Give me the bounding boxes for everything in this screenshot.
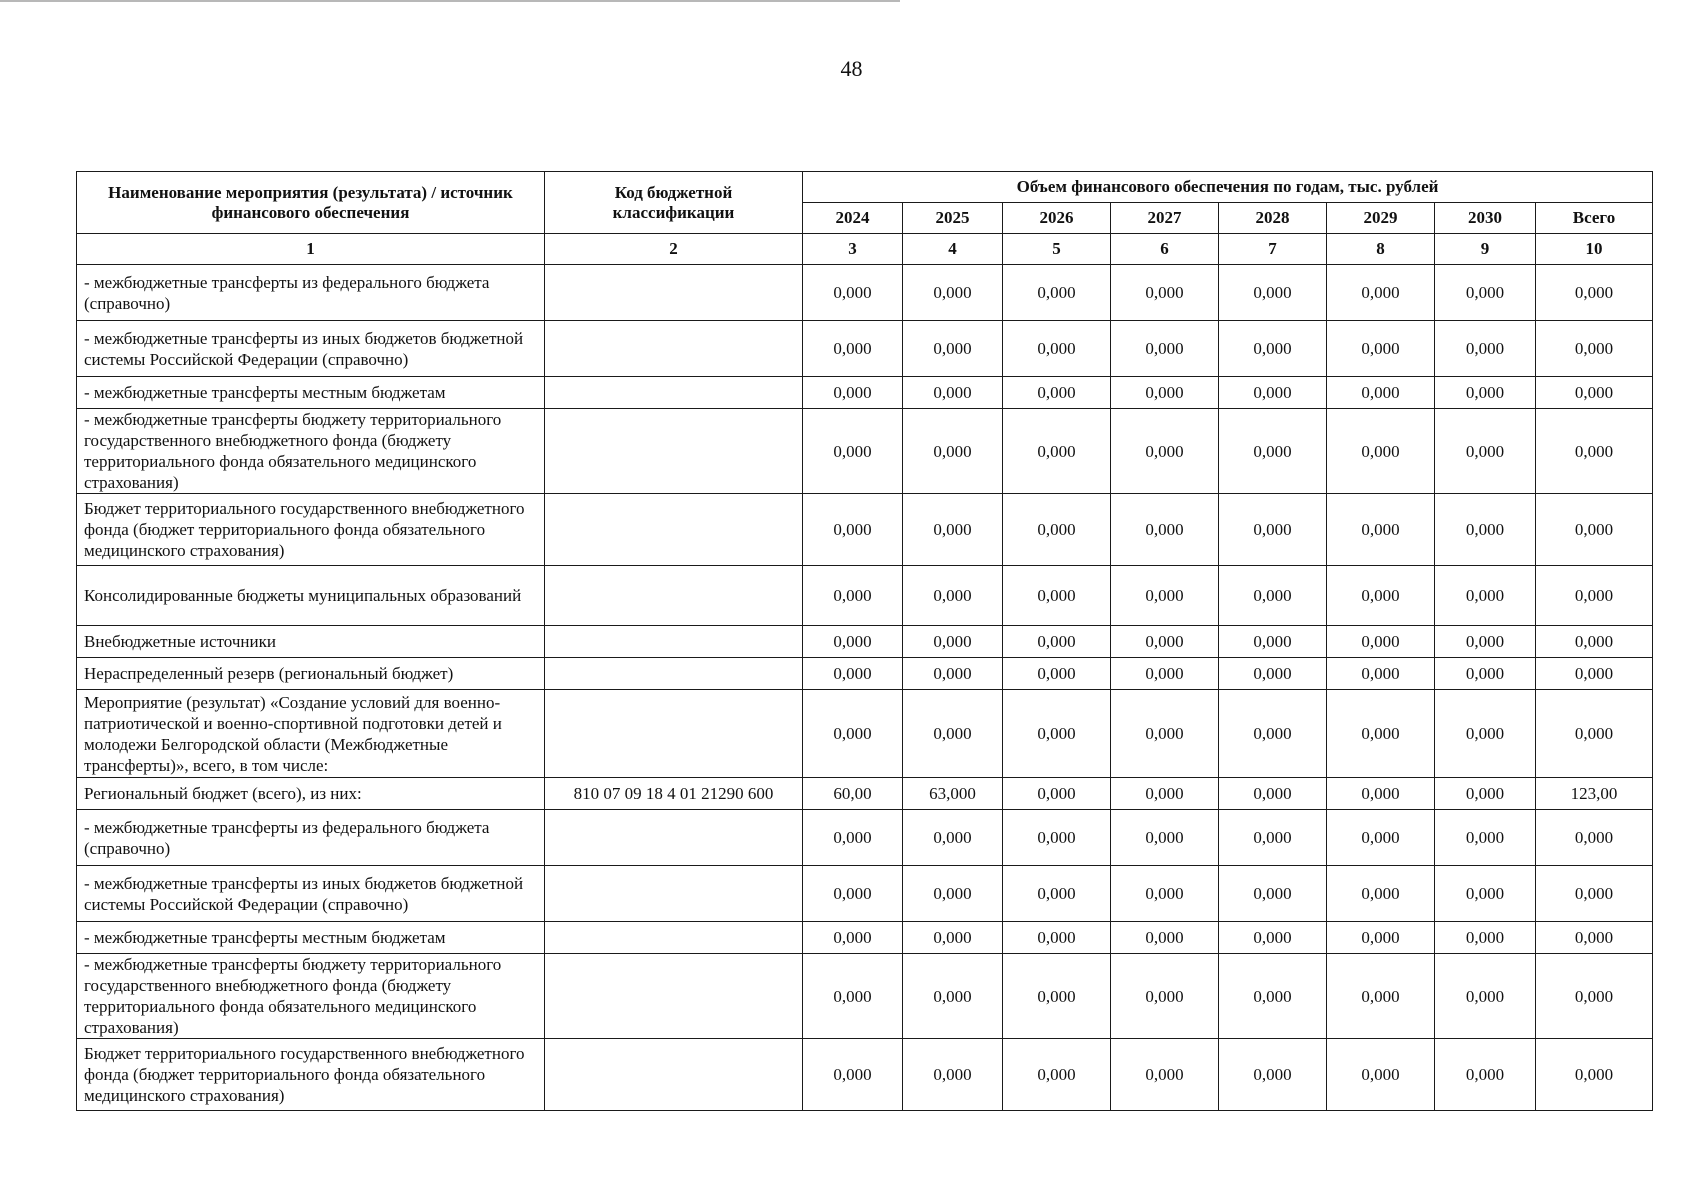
row-year-value: 0,000 xyxy=(1003,866,1111,922)
row-year-value: 0,000 xyxy=(1111,377,1219,409)
row-year-value: 0,000 xyxy=(1219,626,1327,658)
row-year-value: 0,000 xyxy=(1435,566,1536,626)
row-code xyxy=(545,377,803,409)
column-number: 5 xyxy=(1003,234,1111,265)
row-code xyxy=(545,866,803,922)
row-year-value: 0,000 xyxy=(803,265,903,321)
row-year-value: 0,000 xyxy=(903,866,1003,922)
table-header xyxy=(77,172,1653,265)
row-name: Нераспределенный резерв (региональный бюджет) xyxy=(77,658,545,690)
row-year-value: 0,000 xyxy=(1435,690,1536,778)
row-name: Внебюджетные источники xyxy=(77,626,545,658)
header-volume: Объем финансового обеспечения по годам, тыс. рублей xyxy=(803,172,1653,203)
column-number: 7 xyxy=(1219,234,1327,265)
row-year-value: 0,000 xyxy=(1435,377,1536,409)
scan-edge-line xyxy=(0,0,900,2)
header-year: 2028 xyxy=(1219,203,1327,234)
row-year-value: 0,000 xyxy=(1435,494,1536,566)
row-year-value: 0,000 xyxy=(1327,409,1435,494)
page-number: 48 xyxy=(840,56,863,81)
row-year-value: 0,000 xyxy=(1435,922,1536,954)
row-code xyxy=(545,658,803,690)
row-total-value: 0,000 xyxy=(1536,922,1653,954)
row-year-value: 0,000 xyxy=(1111,626,1219,658)
row-year-value: 0,000 xyxy=(1219,321,1327,377)
row-code xyxy=(545,1039,803,1111)
row-name: - межбюджетные трансферты из иных бюджетов бюджетной системы Российской Федерации (справочно) xyxy=(77,321,545,377)
row-year-value: 0,000 xyxy=(1111,321,1219,377)
row-year-value: 0,000 xyxy=(803,658,903,690)
row-year-value: 0,000 xyxy=(1435,626,1536,658)
row-code xyxy=(545,626,803,658)
row-year-value: 0,000 xyxy=(1219,866,1327,922)
row-year-value: 0,000 xyxy=(1435,409,1536,494)
row-name: - межбюджетные трансферты местным бюджетам xyxy=(77,377,545,409)
column-number: 1 xyxy=(77,234,545,265)
row-year-value: 0,000 xyxy=(1003,377,1111,409)
row-year-value: 0,000 xyxy=(1219,778,1327,810)
table-row xyxy=(77,321,1653,377)
row-year-value: 0,000 xyxy=(1003,321,1111,377)
row-year-value: 0,000 xyxy=(803,377,903,409)
row-year-value: 0,000 xyxy=(903,658,1003,690)
row-name: - межбюджетные трансферты из федерального бюджета (справочно) xyxy=(77,265,545,321)
row-year-value: 0,000 xyxy=(1003,265,1111,321)
row-year-value: 0,000 xyxy=(1003,494,1111,566)
row-total-value: 0,000 xyxy=(1536,409,1653,494)
row-year-value: 0,000 xyxy=(1219,954,1327,1039)
row-year-value: 0,000 xyxy=(1219,810,1327,866)
table-row xyxy=(77,866,1653,922)
column-number: 8 xyxy=(1327,234,1435,265)
row-year-value: 0,000 xyxy=(803,566,903,626)
row-year-value: 0,000 xyxy=(803,954,903,1039)
row-year-value: 0,000 xyxy=(903,626,1003,658)
row-year-value: 0,000 xyxy=(1111,566,1219,626)
row-year-value: 0,000 xyxy=(1435,1039,1536,1111)
header-year: 2027 xyxy=(1111,203,1219,234)
row-total-value: 123,00 xyxy=(1536,778,1653,810)
row-year-value: 0,000 xyxy=(803,866,903,922)
row-year-value: 0,000 xyxy=(903,409,1003,494)
row-year-value: 0,000 xyxy=(1003,922,1111,954)
row-code xyxy=(545,922,803,954)
row-year-value: 0,000 xyxy=(1111,690,1219,778)
row-year-value: 0,000 xyxy=(1327,922,1435,954)
column-number: 9 xyxy=(1435,234,1536,265)
row-year-value: 0,000 xyxy=(1327,494,1435,566)
row-code xyxy=(545,265,803,321)
header-year: 2029 xyxy=(1327,203,1435,234)
row-year-value: 0,000 xyxy=(1219,922,1327,954)
row-name: - межбюджетные трансферты бюджету территориального государственного внебюджетного фонда (бюджету территориального фонда обязательного медицинского страхования) xyxy=(77,409,545,494)
table-row xyxy=(77,377,1653,409)
row-total-value: 0,000 xyxy=(1536,954,1653,1039)
row-name: - межбюджетные трансферты бюджету территориального государственного внебюджетного фонда (бюджету территориального фонда обязательного медицинского страхования) xyxy=(77,954,545,1039)
row-total-value: 0,000 xyxy=(1536,321,1653,377)
header-year: 2030 xyxy=(1435,203,1536,234)
row-year-value: 0,000 xyxy=(803,922,903,954)
row-year-value: 0,000 xyxy=(1111,409,1219,494)
table-row xyxy=(77,810,1653,866)
row-year-value: 0,000 xyxy=(1111,265,1219,321)
row-year-value: 0,000 xyxy=(1003,778,1111,810)
row-name: Региональный бюджет (всего), из них: xyxy=(77,778,545,810)
row-code xyxy=(545,494,803,566)
row-code xyxy=(545,321,803,377)
row-year-value: 0,000 xyxy=(803,810,903,866)
row-total-value: 0,000 xyxy=(1536,265,1653,321)
financing-table xyxy=(76,171,1653,1111)
row-year-value: 0,000 xyxy=(1003,566,1111,626)
row-year-value: 0,000 xyxy=(903,377,1003,409)
row-year-value: 0,000 xyxy=(1327,810,1435,866)
header-group-row xyxy=(77,172,1653,203)
row-year-value: 0,000 xyxy=(1327,321,1435,377)
row-year-value: 0,000 xyxy=(1327,954,1435,1039)
table-body xyxy=(77,265,1653,1111)
row-year-value: 0,000 xyxy=(1111,922,1219,954)
table-row xyxy=(77,566,1653,626)
row-year-value: 0,000 xyxy=(1327,690,1435,778)
row-year-value: 0,000 xyxy=(1435,658,1536,690)
table-row xyxy=(77,922,1653,954)
row-year-value: 0,000 xyxy=(903,922,1003,954)
row-year-value: 0,000 xyxy=(1327,377,1435,409)
row-code: 810 07 09 18 4 01 21290 600 xyxy=(545,778,803,810)
table-row xyxy=(77,265,1653,321)
table-row xyxy=(77,778,1653,810)
row-year-value: 0,000 xyxy=(1327,658,1435,690)
header-name: Наименование мероприятия (результата) / источник финансового обеспечения xyxy=(77,172,545,234)
row-year-value: 0,000 xyxy=(1003,690,1111,778)
row-name: Мероприятие (результат) «Создание условий для военно-патриотической и военно-спортивной подготовки детей и молодежи Белгородской области (Межбюджетные трансферты)», всего, в том числе: xyxy=(77,690,545,778)
header-year: 2024 xyxy=(803,203,903,234)
column-numbers-row xyxy=(77,234,1653,265)
table-row xyxy=(77,494,1653,566)
row-year-value: 0,000 xyxy=(1111,810,1219,866)
row-code xyxy=(545,409,803,494)
row-year-value: 0,000 xyxy=(1327,1039,1435,1111)
header-code: Код бюджетной классификации xyxy=(545,172,803,234)
row-total-value: 0,000 xyxy=(1536,1039,1653,1111)
row-year-value: 0,000 xyxy=(1435,778,1536,810)
row-year-value: 0,000 xyxy=(1003,1039,1111,1111)
row-year-value: 0,000 xyxy=(1111,778,1219,810)
row-year-value: 0,000 xyxy=(1111,494,1219,566)
row-year-value: 0,000 xyxy=(903,1039,1003,1111)
row-year-value: 0,000 xyxy=(1327,778,1435,810)
row-year-value: 0,000 xyxy=(1219,494,1327,566)
row-year-value: 0,000 xyxy=(1327,866,1435,922)
row-total-value: 0,000 xyxy=(1536,658,1653,690)
row-year-value: 0,000 xyxy=(1219,1039,1327,1111)
row-year-value: 0,000 xyxy=(1219,377,1327,409)
row-total-value: 0,000 xyxy=(1536,377,1653,409)
row-year-value: 0,000 xyxy=(1003,409,1111,494)
row-name: - межбюджетные трансферты из иных бюджетов бюджетной системы Российской Федерации (справочно) xyxy=(77,866,545,922)
row-year-value: 0,000 xyxy=(1219,409,1327,494)
row-total-value: 0,000 xyxy=(1536,494,1653,566)
row-year-value: 0,000 xyxy=(903,566,1003,626)
row-total-value: 0,000 xyxy=(1536,566,1653,626)
row-year-value: 0,000 xyxy=(1435,954,1536,1039)
row-year-value: 0,000 xyxy=(803,690,903,778)
column-number: 2 xyxy=(545,234,803,265)
row-year-value: 0,000 xyxy=(903,321,1003,377)
row-year-value: 60,00 xyxy=(803,778,903,810)
row-year-value: 0,000 xyxy=(1003,658,1111,690)
row-year-value: 0,000 xyxy=(1111,866,1219,922)
row-year-value: 0,000 xyxy=(1219,658,1327,690)
row-year-value: 0,000 xyxy=(1435,321,1536,377)
row-name: - межбюджетные трансферты местным бюджетам xyxy=(77,922,545,954)
table-row xyxy=(77,626,1653,658)
row-year-value: 0,000 xyxy=(1111,658,1219,690)
row-year-value: 0,000 xyxy=(903,265,1003,321)
row-year-value: 0,000 xyxy=(803,494,903,566)
row-code xyxy=(545,566,803,626)
row-year-value: 0,000 xyxy=(1111,1039,1219,1111)
row-name: Консолидированные бюджеты муниципальных образований xyxy=(77,566,545,626)
row-name: Бюджет территориального государственного внебюджетного фонда (бюджет территориального фонда обязательного медицинского страхования) xyxy=(77,1039,545,1111)
row-year-value: 0,000 xyxy=(1111,954,1219,1039)
table-row xyxy=(77,954,1653,1039)
row-name: - межбюджетные трансферты из федерального бюджета (справочно) xyxy=(77,810,545,866)
column-number: 4 xyxy=(903,234,1003,265)
table-row xyxy=(77,690,1653,778)
row-year-value: 0,000 xyxy=(803,321,903,377)
row-year-value: 0,000 xyxy=(1003,954,1111,1039)
row-year-value: 0,000 xyxy=(903,810,1003,866)
row-year-value: 0,000 xyxy=(1435,866,1536,922)
row-total-value: 0,000 xyxy=(1536,810,1653,866)
row-year-value: 63,000 xyxy=(903,778,1003,810)
table-row xyxy=(77,1039,1653,1111)
column-number: 10 xyxy=(1536,234,1653,265)
row-year-value: 0,000 xyxy=(903,690,1003,778)
row-code xyxy=(545,810,803,866)
table-row xyxy=(77,409,1653,494)
row-name: Бюджет территориального государственного внебюджетного фонда (бюджет территориального фонда обязательного медицинского страхования) xyxy=(77,494,545,566)
row-year-value: 0,000 xyxy=(1003,626,1111,658)
row-year-value: 0,000 xyxy=(1327,265,1435,321)
row-year-value: 0,000 xyxy=(1219,265,1327,321)
row-year-value: 0,000 xyxy=(1219,566,1327,626)
row-year-value: 0,000 xyxy=(1435,265,1536,321)
row-year-value: 0,000 xyxy=(1327,566,1435,626)
row-year-value: 0,000 xyxy=(803,626,903,658)
row-year-value: 0,000 xyxy=(1003,810,1111,866)
row-total-value: 0,000 xyxy=(1536,690,1653,778)
row-year-value: 0,000 xyxy=(803,409,903,494)
table-row xyxy=(77,658,1653,690)
row-code xyxy=(545,954,803,1039)
row-year-value: 0,000 xyxy=(903,494,1003,566)
header-total: Всего xyxy=(1536,203,1653,234)
row-total-value: 0,000 xyxy=(1536,866,1653,922)
row-year-value: 0,000 xyxy=(803,1039,903,1111)
header-year: 2026 xyxy=(1003,203,1111,234)
row-year-value: 0,000 xyxy=(1219,690,1327,778)
row-code xyxy=(545,690,803,778)
row-year-value: 0,000 xyxy=(1435,810,1536,866)
row-year-value: 0,000 xyxy=(903,954,1003,1039)
header-year: 2025 xyxy=(903,203,1003,234)
row-year-value: 0,000 xyxy=(1327,626,1435,658)
column-number: 6 xyxy=(1111,234,1219,265)
column-number: 3 xyxy=(803,234,903,265)
row-total-value: 0,000 xyxy=(1536,626,1653,658)
